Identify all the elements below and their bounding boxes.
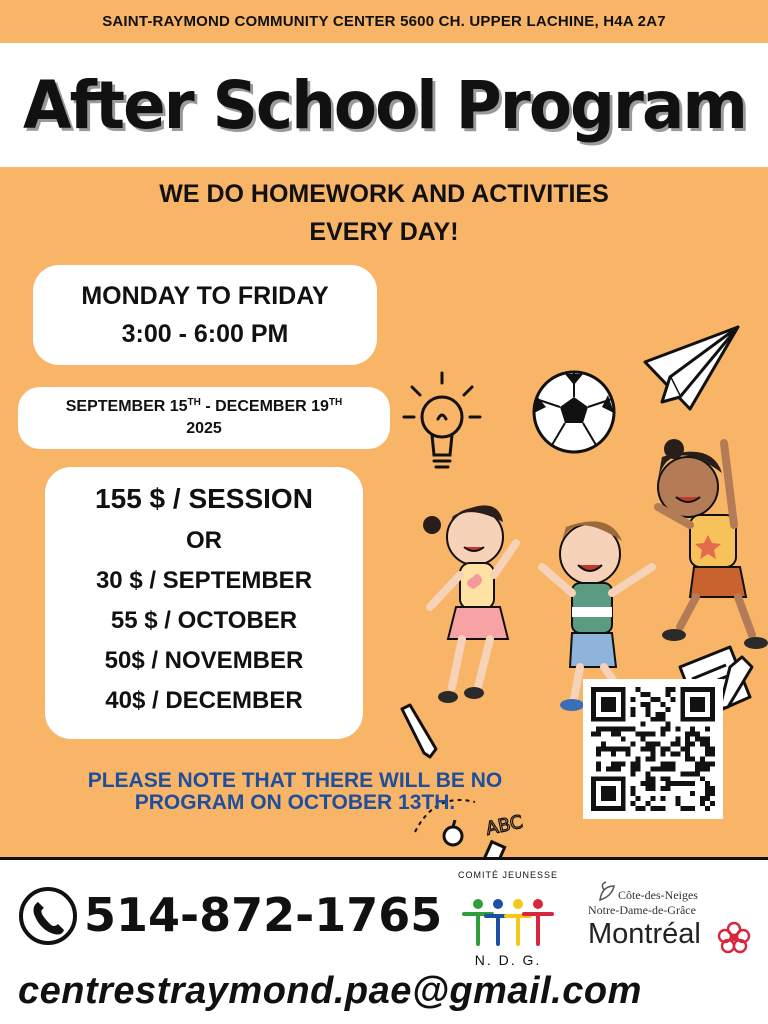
page-title: After School Program bbox=[22, 66, 746, 144]
montreal-borough-logo bbox=[588, 882, 758, 962]
date-range bbox=[18, 396, 390, 418]
lightbulb-icon bbox=[404, 373, 480, 467]
comite-jeunesse-text: COMITÉ JEUNESSE bbox=[457, 870, 558, 880]
qr-code[interactable] bbox=[583, 679, 723, 819]
start-date: SEPTEMBER 15 bbox=[65, 398, 188, 415]
closure-note-line1: PLEASE NOTE THAT THERE WILL BE NO bbox=[87, 769, 503, 792]
schedule-bubble bbox=[33, 265, 377, 365]
schedule-hours: 3:00 - 6:00 PM bbox=[121, 320, 289, 348]
footer bbox=[0, 860, 768, 1024]
soccer-ball-icon bbox=[534, 372, 614, 452]
pricing-or: OR bbox=[186, 527, 222, 554]
session-price: 155 $ / SESSION bbox=[95, 483, 313, 514]
girl-figure bbox=[423, 505, 516, 703]
closure-note bbox=[20, 770, 570, 814]
title-band bbox=[0, 43, 768, 167]
monthly-price-september: 30 $ / SEPTEMBER bbox=[95, 567, 313, 594]
paper-plane-icon bbox=[645, 327, 738, 409]
end-date-suffix: TH bbox=[328, 397, 343, 408]
comite-figures-icon bbox=[458, 894, 558, 950]
end-date: DECEMBER 19 bbox=[215, 398, 329, 415]
email-address[interactable]: centrestraymond.pae@gmail.com bbox=[18, 970, 642, 1012]
closure-note-line2: PROGRAM ON OCTOBER 13TH. bbox=[134, 791, 456, 814]
monthly-price-november: 50$ / NOVEMBER bbox=[104, 647, 304, 674]
dates-bubble bbox=[18, 387, 390, 449]
headline bbox=[0, 175, 768, 251]
headline-line2: EVERY DAY! bbox=[309, 218, 459, 246]
monthly-price-october: 55 $ / OCTOBER bbox=[110, 607, 298, 634]
phone-number[interactable]: 514-872-1765 bbox=[84, 888, 443, 942]
apple-doodle bbox=[444, 820, 462, 845]
date-separator: - bbox=[200, 398, 216, 415]
main-panel bbox=[0, 167, 768, 857]
phone-icon bbox=[18, 886, 78, 946]
headline-line1: WE DO HOMEWORK AND ACTIVITIES bbox=[159, 180, 609, 208]
borough-line1: Côte-des-Neiges bbox=[618, 888, 698, 902]
schedule-days: MONDAY TO FRIDAY bbox=[81, 282, 329, 310]
qr-code-pattern bbox=[591, 687, 715, 811]
monthly-price-december: 40$ / DECEMBER bbox=[105, 687, 303, 714]
montreal-rose-icon bbox=[716, 920, 752, 956]
pricing-bubble bbox=[45, 467, 363, 739]
abc-doodle: ABC bbox=[484, 811, 525, 840]
address-bar bbox=[0, 0, 768, 43]
start-date-suffix: TH bbox=[187, 397, 201, 408]
address-text: SAINT-RAYMOND COMMUNITY CENTER 5600 CH. UPPER LACHINE, H4A 2A7 bbox=[102, 13, 666, 30]
kid-figure-right bbox=[658, 439, 768, 649]
borough-leaf-icon bbox=[596, 882, 618, 902]
comite-jeunesse-logo bbox=[452, 870, 564, 970]
pencil-icon bbox=[402, 705, 436, 757]
date-year: 2025 bbox=[186, 420, 222, 437]
montreal-name: Montréal bbox=[588, 918, 701, 950]
ndg-text: N. D. G. bbox=[474, 952, 542, 968]
borough-line2: Notre-Dame-de-Grâce bbox=[588, 903, 696, 917]
